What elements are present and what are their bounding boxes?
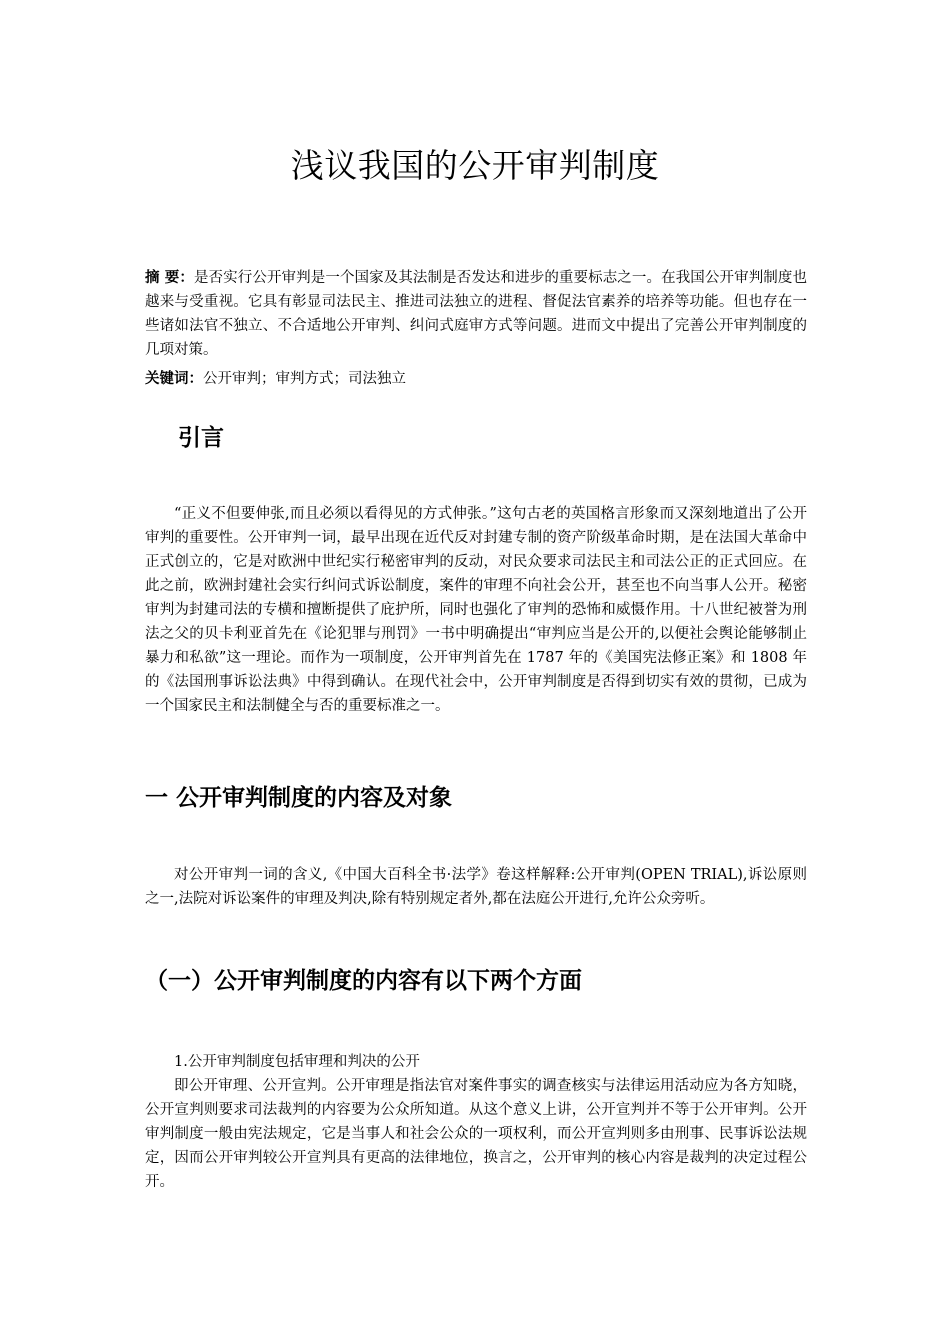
abstract-label: 摘 要：: [145, 270, 194, 286]
keywords-label: 关键词：: [145, 371, 203, 387]
section1-heading: 一 公开审判制度的内容及对象: [145, 785, 453, 811]
keywords: [145, 367, 807, 391]
section1-paragraph: 对公开审判一词的含义,《中国大百科全书·法学》卷这样解释:公开审判(OPEN TRIAL),诉讼原则之一,法院对诉讼案件的审理及判决,除有特别规定者外,都在法庭公开进行,允许公众旁听。: [145, 867, 807, 907]
item1-paragraph: 即公开审理、公开宣判。公开审理是指法官对案件事实的调查核实与法律运用活动应为各方知晓，公开宣判则要求司法裁判的内容要为公众所知道。从这个意义上讲，公开宣判并不等于公开审判。公开审判制度一般由宪法规定，它是当事人和社会公众的一项权利，而公开宣判则多由刑事、民事诉讼法规定，因而公开审判较公开宣判具有更高的法律地位，换言之，公开审判的核心内容是裁判的决定过程公开。: [145, 1078, 807, 1190]
intro-paragraph: “正义不但要伸张,而且必须以看得见的方式伸张。”这句古老的英国格言形象而又深刻地道出了公开审判的重要性。公开审判一词，最早出现在近代反对封建专制的资产阶级革命时期，是在法国大革命中正式创立的，它是对欧洲中世纪实行秘密审判的反动，对民众要求司法民主和司法公正的正式回应。在此之前，欧洲封建社会实行纠问式诉讼制度，案件的审理不向社会公开，甚至也不向当事人公开。秘密审判为封建司法的专横和擅断提供了庇护所，同时也强化了审判的恐怖和威慑作用。十八世纪被誉为刑法之父的贝卡利亚首先在《论犯罪与刑罚》一书中明确提出“审判应当是公开的,以便社会舆论能够制止暴力和私欲”这一理论。而作为一项制度，公开审判首先在 1787 年的《美国宪法修正案》和 1808 年的《法国刑事诉讼法典》中得到确认。在现代社会中，公开审判制度是否得到切实有效的贯彻，已成为一个国家民主和法制健全与否的重要标准之一。: [145, 506, 807, 714]
abstract-text: 是否实行公开审判是一个国家及其法制是否发达和进步的重要标志之一。在我国公开审判制度也越来与受重视。它具有彰显司法民主、推进司法独立的进程、督促法官素养的培养等功能。但也存在一些诸如法官不独立、不合适地公开审判、纠问式庭审方式等问题。进而文中提出了完善公开审判制度的几项对策。: [145, 270, 807, 358]
intro-heading: 引言: [178, 425, 224, 451]
abstract: [145, 266, 807, 362]
subsection1-heading: （一）公开审判制度的内容有以下两个方面: [145, 968, 582, 994]
keywords-text: 公开审判；审判方式；司法独立: [203, 371, 406, 387]
item1-title: 1.公开审判制度包括审理和判决的公开: [174, 1054, 420, 1070]
document-title: 浅议我国的公开审判制度: [290, 146, 660, 185]
